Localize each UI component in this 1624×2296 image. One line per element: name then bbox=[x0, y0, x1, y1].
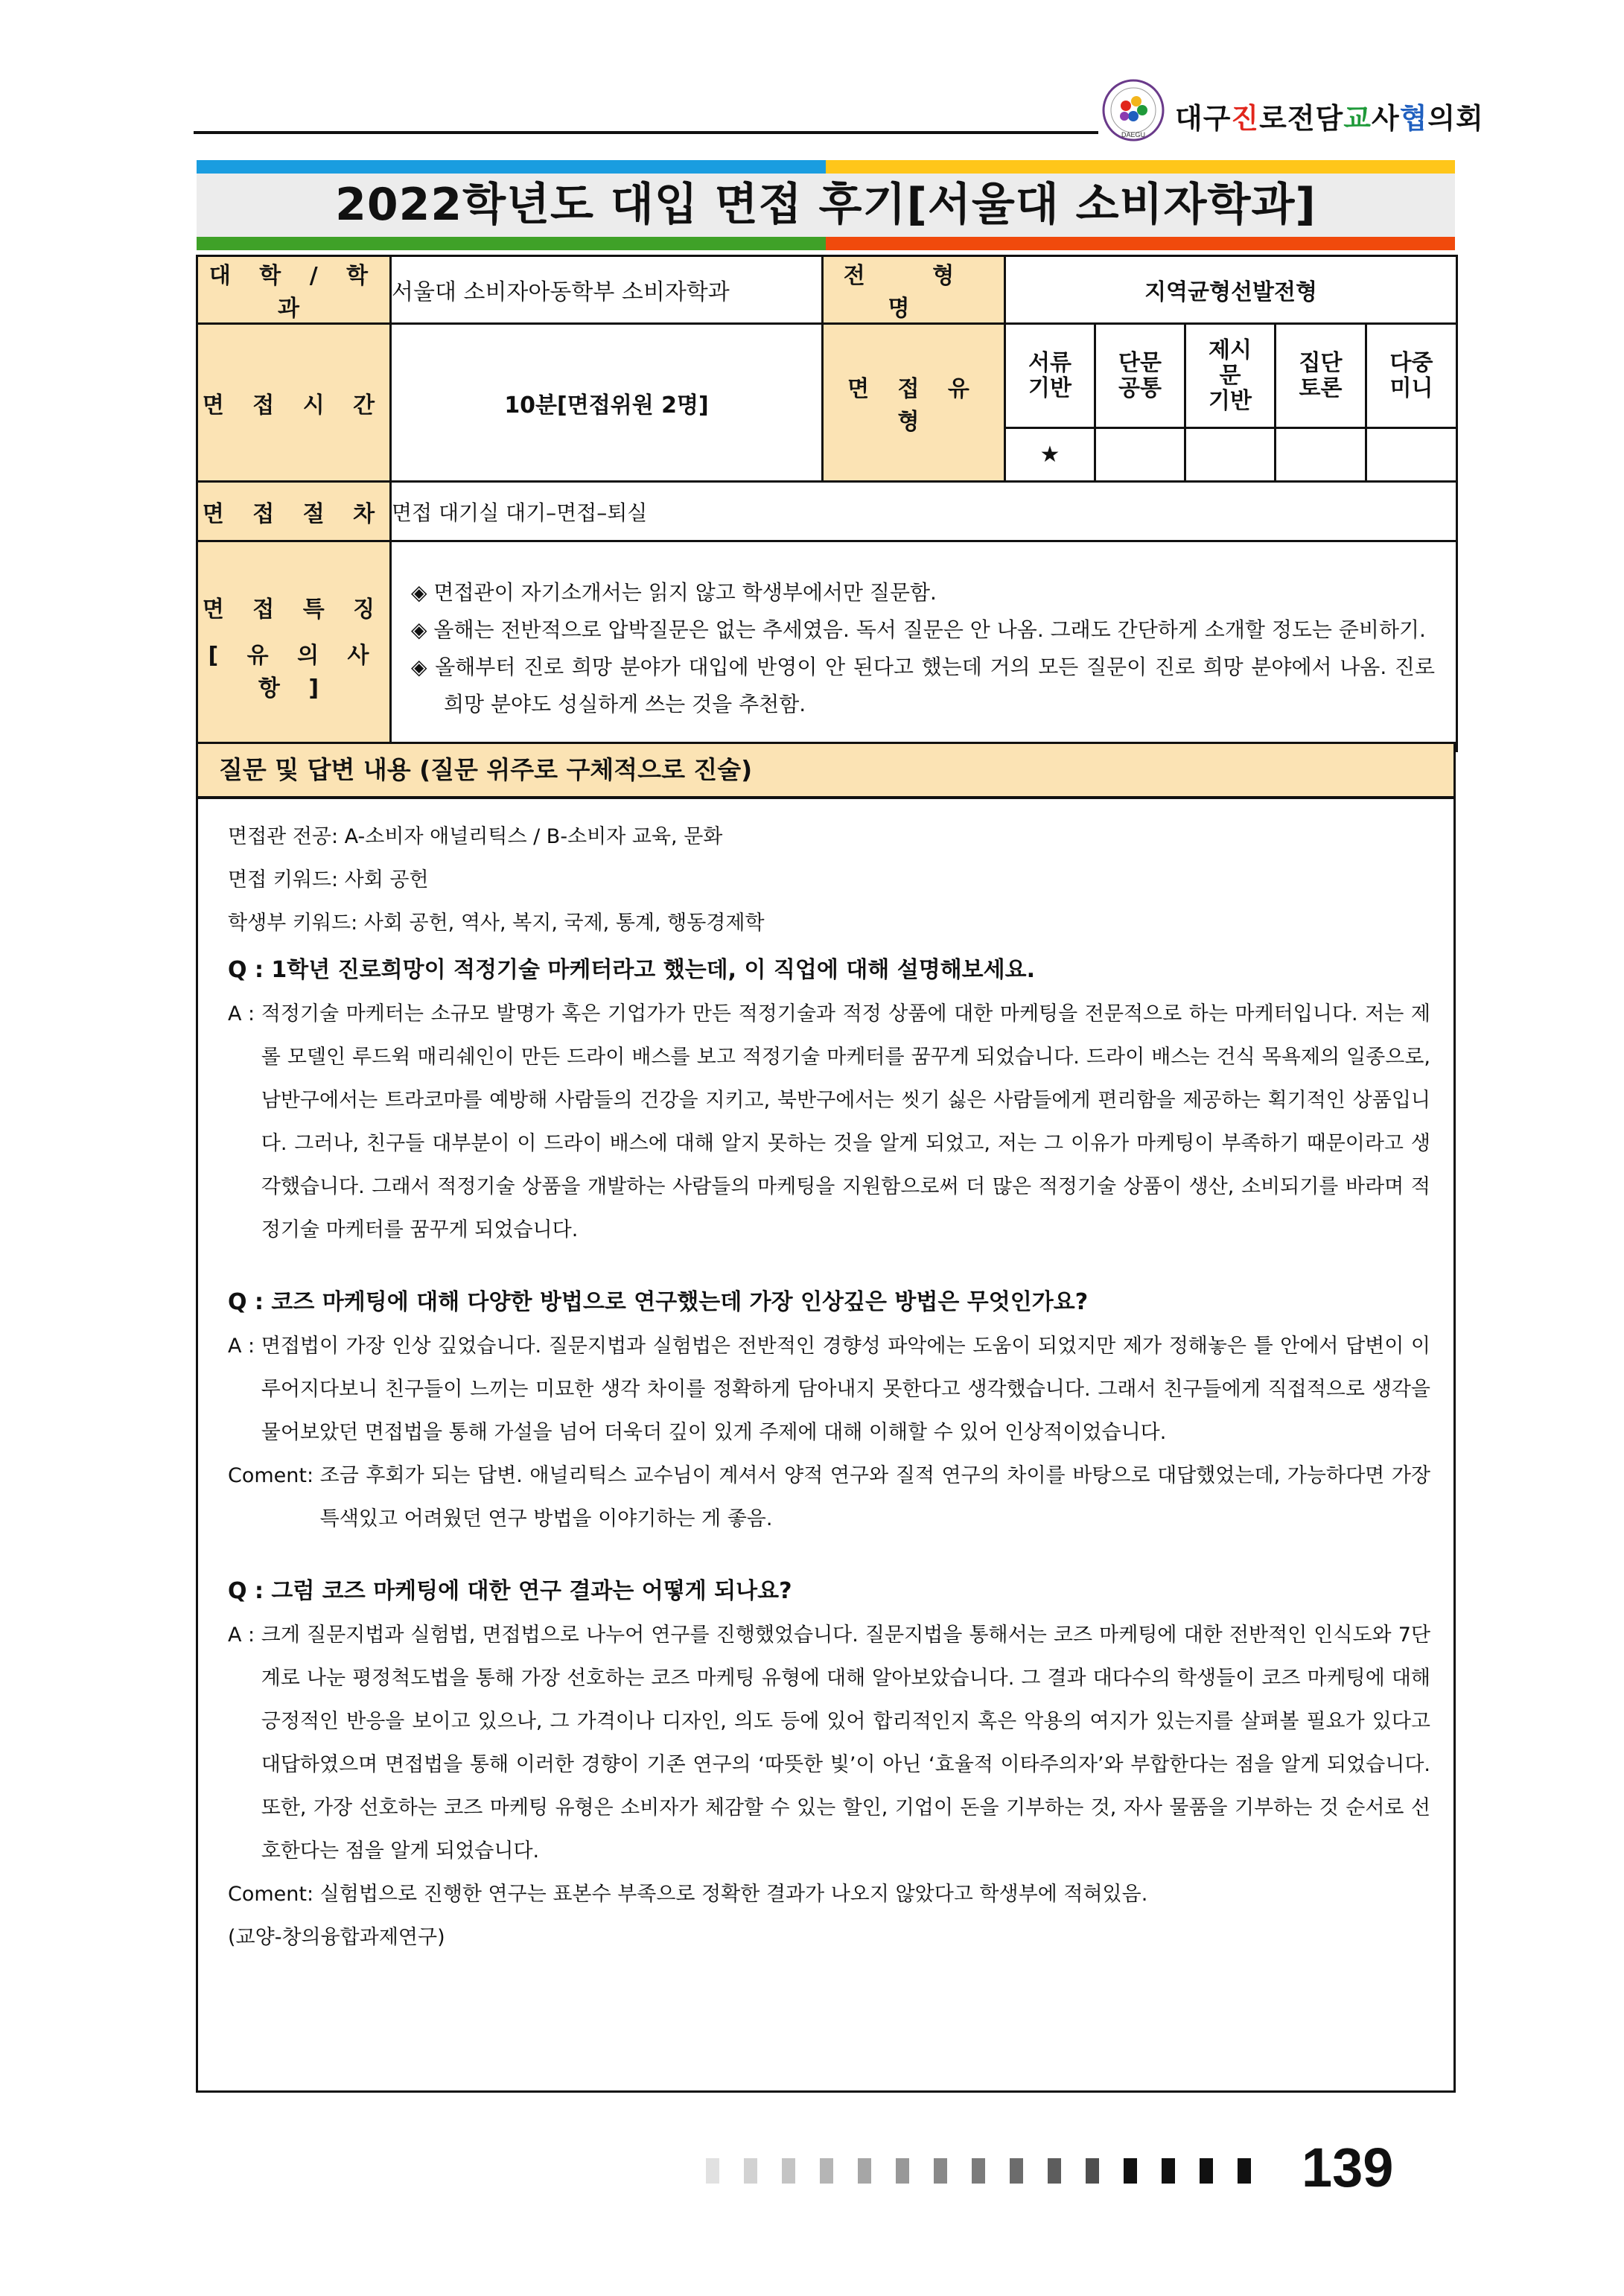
feature-item: ◈ 면접관이 자기소개서는 읽지 않고 학생부에서만 질문함. bbox=[411, 579, 937, 605]
page-title: 2022학년도 대입 면접 후기[서울대 소비자학과] bbox=[335, 179, 1316, 231]
interview-type-label: 면 접 유 형 bbox=[823, 324, 1005, 482]
qa-section-heading: 질문 및 답변 내용 (질문 위주로 구체적으로 진술) bbox=[196, 742, 1456, 799]
title-bar-top-right bbox=[826, 160, 1455, 174]
type-group-discussion: 집단 토론 bbox=[1276, 324, 1366, 428]
footer-square bbox=[744, 2158, 757, 2184]
procedure-value: 면접 대기실 대기–면접–퇴실 bbox=[391, 482, 1457, 541]
svg-text:DAEGU: DAEGU bbox=[1121, 131, 1146, 139]
answer-2: A : 면접법이 가장 인상 깊었습니다. 질문지법과 실험법은 전반적인 경향성 파악에는 도움이 되었지만 제가 정해놓은 틀 안에서 답변이 이루어지다보니 친구들이 느끼는 미묘한 생각 차이를 정확하게 담아내지 못한다고 생각했습니다. 그래서 친구들에게 직접적으로 생각을 물어보았던 면접법을 통해 가설을 넘어 더욱더 깊이 있게 주제에 대해 이해할 수 있어 인상적이었습니다. bbox=[228, 1335, 1430, 1444]
type-short-common: 단문 공통 bbox=[1095, 324, 1185, 428]
footer-square bbox=[858, 2158, 871, 2184]
type-mark bbox=[1276, 428, 1366, 482]
university-label: 대 학 / 학 과 bbox=[197, 256, 391, 324]
organization-name: 대구진로전담교사협의회 bbox=[1175, 102, 1484, 135]
title-bar-bottom-left bbox=[197, 237, 826, 250]
interview-time-label: 면 접 시 간 bbox=[197, 324, 391, 482]
admission-type-value: 지역균형선발전형 bbox=[1005, 256, 1457, 324]
footer-square bbox=[1010, 2158, 1023, 2184]
footer-square bbox=[820, 2158, 833, 2184]
footer-square bbox=[1086, 2158, 1099, 2184]
subject-note: (교양-창의융합과제연구) bbox=[228, 1926, 445, 1949]
type-mark bbox=[1366, 428, 1457, 482]
footer-square bbox=[1124, 2158, 1137, 2184]
procedure-label: 면 접 절 차 bbox=[197, 482, 391, 541]
page-number: 139 bbox=[1302, 2137, 1394, 2198]
answer-1: A : 적정기술 마케터는 소규모 발명가 혹은 기업가가 만든 적정기술과 적정 상품에 대한 마케팅을 전문적으로 하는 마케터입니다. 저는 제 롤 모델인 루드윅 매리쉐인이 만든 드라이 배스를 보고 적정기술 마케터를 꿈꾸게 되었습니다. 드라이 배스는 건식 목욕제의 일종으로, 남반구에서는 트라코마를 예방해 사람들의 건강을 지키고, 북반구에서는 씻기 싫은 사람들에게 편리함을 제공하는 획기적인 상품입니다. 그러나, 친구들 대부분이 이 드라이 배스에 대해 알지 못하는 것을 알게 되었고, 저는 그 이유가 마케팅이 부족하기 때문이라고 생각했습니다. 그래서 적정기술 상품을 개발하는 사람들의 마케팅을 지원함으로써 더 많은 적정기술 상품이 생산, 소비되기를 바라며 적정기술 마케터를 꿈꾸게 되었습니다. bbox=[228, 1002, 1430, 1241]
comment-3: Coment: 실험법으로 진행한 연구는 표본수 부족으로 정확한 결과가 나오지 않았다고 학생부에 적혀있음. bbox=[228, 1883, 1148, 1906]
answer-3: A : 크게 질문지법과 실험법, 면접법으로 나누어 연구를 진행했었습니다. 질문지법을 통해서는 코즈 마케팅에 대한 전반적인 인식도와 7단계로 나눈 평정척도법을 통해 가장 선호하는 코즈 마케팅 유형에 대해 알아보았습니다. 그 결과 대다수의 학생들이 코즈 마케팅에 대해 긍정적인 반응을 보이고 있으나, 그 가격이나 디자인, 의도 등에 있어 합리적인지 혹은 악용의 여지가 있는지를 살펴볼 필요가 있다고 대답하였으며 면접법을 통해 이러한 경향이 기존 연구의 ‘따뜻한 빛’이 아닌 ‘효율적 이타주의자’와 부합한다는 점을 알게 되었습니다. 또한, 가장 선호하는 코즈 마케팅 유형은 소비자가 체감할 수 있는 할인, 기업이 돈을 기부하는 것, 자사 물품을 기부하는 것 순서로 선호한다는 점을 알게 되었습니다. bbox=[228, 1624, 1430, 1863]
university-value: 서울대 소비자아동학부 소비자학과 bbox=[391, 256, 823, 324]
footer-square bbox=[706, 2158, 719, 2184]
footer-square bbox=[1162, 2158, 1175, 2184]
footer-square bbox=[1238, 2158, 1251, 2184]
footer-square bbox=[782, 2158, 795, 2184]
question-2: Q : 코즈 마케팅에 대해 다양한 방법으로 연구했는데 가장 인상깊은 방법은 무엇인가요? bbox=[228, 1289, 1089, 1315]
record-keywords: 학생부 키워드: 사회 공헌, 역사, 복지, 국제, 통계, 행동경제학 bbox=[228, 912, 765, 935]
interviewer-major: 면접관 전공: A-소비자 애널리틱스 / B-소비자 교육, 문화 bbox=[228, 825, 723, 848]
type-document-based: 서류 기반 bbox=[1005, 324, 1095, 428]
interview-keyword: 면접 키워드: 사회 공헌 bbox=[228, 868, 429, 891]
interview-time-value: 10분[면접위원 2명] bbox=[391, 324, 823, 482]
type-mark bbox=[1095, 428, 1185, 482]
question-1: Q : 1학년 진로희망이 적정기술 마케터라고 했는데, 이 직업에 대해 설명해보세요. bbox=[228, 957, 1035, 983]
feature-item: ◈ 올해는 전반적으로 압박질문은 없는 추세였음. 독서 질문은 안 나옴. 그래도 간단하게 소개할 정도는 준비하기. bbox=[411, 617, 1426, 642]
footer-square bbox=[972, 2158, 985, 2184]
admission-type-label: 전 형 명 bbox=[823, 256, 1005, 324]
comment-2: Coment: 조금 후회가 되는 답변. 애널리틱스 교수님이 계셔서 양적 연구와 질적 연구의 차이를 바탕으로 대답했었는데, 가능하다면 가장 특색있고 어려웠던 연구 방법을 이야기하는 게 좋음. bbox=[228, 1464, 1430, 1530]
header-rule bbox=[194, 131, 1098, 134]
type-prompt-based: 제시 문 기반 bbox=[1185, 324, 1276, 428]
question-3: Q : 그럼 코즈 마케팅에 대한 연구 결과는 어떻게 되나요? bbox=[228, 1578, 792, 1604]
footer-square bbox=[1200, 2158, 1213, 2184]
interview-info-table bbox=[196, 255, 1458, 752]
type-mark bbox=[1185, 428, 1276, 482]
title-bar-bottom-right bbox=[826, 237, 1455, 250]
type-mark-star: ★ bbox=[1005, 428, 1095, 482]
type-multi-mini: 다중 미니 bbox=[1366, 324, 1457, 428]
features-list bbox=[391, 541, 1457, 751]
footer-square bbox=[934, 2158, 947, 2184]
qa-content-box bbox=[196, 796, 1456, 2093]
feature-item: ◈ 올해부터 진로 희망 분야가 대입에 반영이 안 된다고 했는데 거의 모든 질문이 진로 희망 분야에서 나옴. 진로 희망 분야도 성실하게 쓰는 것을 추천함. bbox=[411, 654, 1435, 716]
association-logo-icon bbox=[1101, 77, 1166, 143]
title-bar-top-left bbox=[197, 160, 826, 174]
features-label: 면 접 특 징 [ 유 의 사 항 ] bbox=[197, 541, 391, 751]
footer-square bbox=[1048, 2158, 1061, 2184]
footer-square bbox=[896, 2158, 909, 2184]
